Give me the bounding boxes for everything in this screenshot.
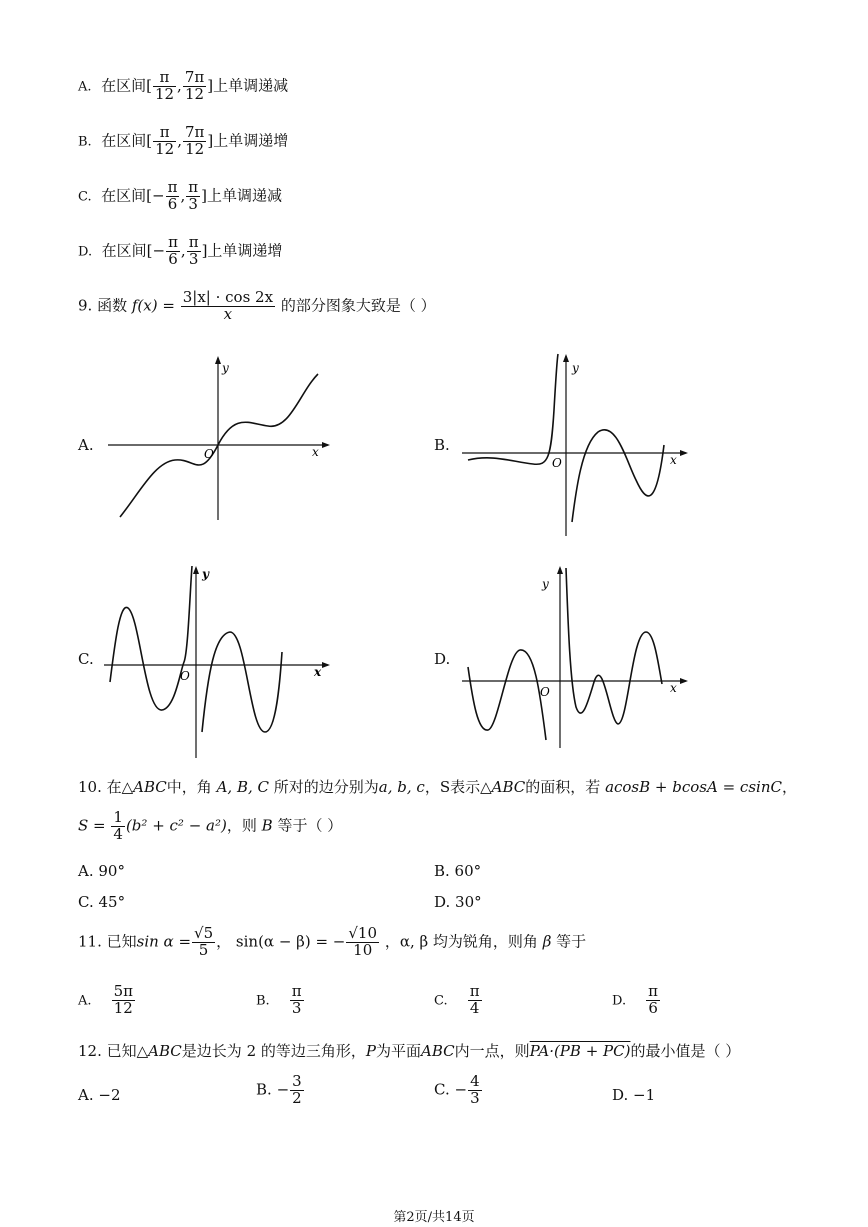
- q9-option-b-label: B.: [434, 436, 450, 454]
- origin-label: O: [552, 456, 562, 470]
- q9-option-a-label: A.: [78, 436, 94, 454]
- q8-option-c: C. 在区间[− $\frac{\pi}{6}$ , $\frac{\pi}{3}$ ]上单调递减: [78, 178, 282, 213]
- curve-c-left: [110, 566, 192, 710]
- graph-b: [458, 350, 698, 540]
- q9-option-c-label: C.: [78, 650, 94, 668]
- y-label: y: [542, 577, 549, 591]
- curve-d-left: [468, 650, 546, 740]
- q10-option-d: D. 30°: [434, 893, 482, 911]
- x-axis-arrow-icon: [680, 678, 688, 684]
- x-label: x: [670, 681, 677, 695]
- y-axis-arrow-icon: [215, 356, 221, 364]
- graph-d: [458, 562, 698, 752]
- origin-label: O: [540, 685, 550, 699]
- q12-option-b: B. − $\frac{3}{2}$: [256, 1072, 302, 1107]
- y-label: y: [222, 361, 229, 375]
- q12-option-d: D. −1: [612, 1086, 656, 1104]
- q11-option-a: A. $\frac{5\pi}{12}$: [78, 982, 134, 1017]
- x-axis-arrow-icon: [322, 442, 330, 448]
- y-label: y: [202, 567, 209, 581]
- curve-d-right: [566, 568, 662, 724]
- y-label: y: [572, 361, 579, 375]
- x-label: x: [314, 665, 322, 679]
- q12-option-a: A. −2: [78, 1086, 121, 1104]
- q10-option-b: B. 60°: [434, 862, 482, 880]
- origin-label: O: [180, 669, 190, 683]
- q10-line2: S = $\frac{1}{4}$ (b² + c² − a²)，则 B 等于（ ）: [78, 808, 343, 843]
- q10-line1: 10. 在△ABC中，角 A, B, C 所对的边分别为a, b, c，S表示△ABC的面积，若 acosB + bcosA = csinC，: [78, 778, 797, 796]
- q11-option-d: D. $\frac{\pi}{6}$: [612, 982, 659, 1017]
- q10-option-a: A. 90°: [78, 862, 125, 880]
- q10-option-c: C. 45°: [78, 893, 126, 911]
- q8-option-d: D. 在区间[− $\frac{\pi}{6}$ , $\frac{\pi}{3}$ ]上单调递增: [78, 233, 283, 268]
- curve-b-left: [468, 354, 558, 464]
- origin-label: O: [204, 447, 214, 461]
- q8-option-b: B. 在区间[ $\frac{\pi}{12}$ , $\frac{7\pi}{12}$ ]上单调递增: [78, 123, 289, 158]
- x-axis-arrow-icon: [322, 662, 330, 668]
- y-axis-arrow-icon: [563, 354, 569, 362]
- page-footer: 第2页/共14页: [393, 1210, 475, 1225]
- graph-c: [100, 562, 340, 762]
- x-label: x: [312, 445, 319, 459]
- q11-stem: 11. 已知sin α = $\frac{√5}{5}$ ， sin(α − β) = − $\frac{√10}{10}$ ，α, β 均为锐角，则角 β 等于: [78, 924, 587, 959]
- q12-option-c: C. − $\frac{4}{3}$: [434, 1072, 480, 1107]
- q11-option-c: C. $\frac{\pi}{4}$: [434, 982, 480, 1017]
- y-axis-arrow-icon: [557, 566, 563, 574]
- graph-a: [100, 352, 340, 522]
- x-axis-arrow-icon: [680, 450, 688, 456]
- y-axis-arrow-icon: [193, 566, 199, 574]
- q9-stem: 9. 函数 f(x) = $\frac{3|x| \cdot \cos 2x}{x}$ 的部分图象大致是（ ）: [78, 288, 436, 323]
- q9-option-d-label: D.: [434, 650, 451, 668]
- curve-b-right: [572, 430, 664, 522]
- q8-option-a: A. 在区间[ $\frac{\pi}{12}$ , $\frac{7\pi}{12}$ ]上单调递减: [78, 68, 289, 103]
- curve-c-right: [202, 632, 282, 732]
- q12-stem: 12. 已知△ABC是边长为 2 的等边三角形，P为平面ABC内一点，则PA·(PB + PC)的最小值是（ ）: [78, 1042, 741, 1060]
- x-label: x: [670, 453, 677, 467]
- q11-option-b: B. $\frac{\pi}{3}$: [256, 982, 302, 1017]
